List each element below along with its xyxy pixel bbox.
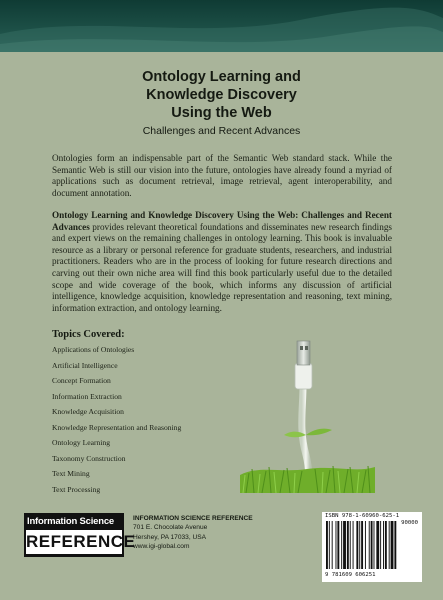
isbn-text: ISBN 978-1-60960-625-1 — [325, 513, 400, 519]
barcode-bar — [374, 521, 375, 569]
barcode-bar — [337, 521, 339, 569]
title-line-2: Knowledge Discovery — [146, 87, 297, 103]
barcode-bar — [350, 521, 351, 569]
wave-decoration — [0, 0, 443, 52]
barcode-digits: 9 781609 606251 — [325, 572, 376, 578]
barcode-bar — [369, 521, 370, 569]
title-line-3: Using the Web — [171, 105, 272, 121]
title-line-1: Ontology Learning and — [142, 69, 301, 85]
barcode-bar — [371, 521, 373, 569]
barcode-bar — [353, 521, 354, 569]
barcode-bar — [383, 521, 384, 569]
publisher-name: INFORMATION SCIENCE REFERENCE — [133, 515, 253, 522]
barcode-bar — [365, 521, 366, 569]
logo-line-2: REFERENCE — [26, 530, 122, 554]
topic-item: Concept Formation — [52, 376, 111, 385]
usb-sprout-illustration — [240, 335, 375, 493]
barcode-bar — [326, 521, 328, 569]
description-bold-title: Ontology Learning and Knowledge Discovery Using the Web: Challenges and Recent Advances — [52, 210, 392, 232]
book-subtitle: Challenges and Recent Advances — [142, 125, 301, 137]
topics-heading: Topics Covered: — [52, 329, 125, 340]
publisher-website: www.igi-global.com — [133, 543, 190, 551]
isbn-barcode — [322, 512, 422, 582]
barcode-bar — [332, 521, 333, 569]
barcode-bar — [389, 521, 390, 569]
barcode-bar — [336, 521, 337, 569]
barcode-bar — [359, 521, 360, 569]
topic-item: Artificial Intelligence — [52, 360, 118, 370]
barcode-bar — [394, 521, 396, 569]
book-title — [0, 68, 443, 122]
barcode-bar — [329, 521, 330, 569]
barcode-bar — [391, 521, 394, 569]
topic-item: Information Extraction — [52, 391, 122, 401]
topic-item: Text Mining — [52, 469, 90, 478]
topic-item: Knowledge Acquisition — [52, 407, 124, 416]
barcode-bar — [343, 521, 346, 569]
publisher-info — [133, 514, 253, 552]
topic-item: Text Processing — [52, 484, 101, 494]
barcode-bar — [356, 521, 358, 569]
description-body: provides relevant theoretical foundations and disseminates new research findings and expert views on the remaining challenges in ontology learning. This book is invaluable resource as a library or personal reference for graduate students, researchers, and industrial practitioners. Readers who are in the process of looking for future research directions and carving out their own niche area will find this book particularly useful due to the detailed scope and wide coverage of the book, which informs any discussion of artificial intelligence, knowledge acquisition, knowledge representation and reasoning, text mining, information extraction, and ontology learning. — [52, 221, 392, 313]
description-paragraph-1: Ontologies form an indispensable part of the Semantic Web standard stack. While the Semantic Web is still our vision into the future, ontologies have already found a myriad of applications such as document retrieval, image retrieval, agent interoperability, and document annotation. — [52, 153, 392, 198]
logo-line-1: Information Science — [27, 516, 114, 527]
barcode-bar — [376, 521, 379, 569]
publisher-address-1: 701 E. Chocolate Avenue — [133, 524, 208, 532]
topic-item: Taxonomy Construction — [52, 453, 126, 463]
barcode-bar — [361, 521, 363, 569]
price-code: 90000 — [401, 520, 418, 526]
top-decorative-band — [0, 0, 443, 52]
barcode-bar — [341, 521, 342, 569]
barcode-bar — [385, 521, 387, 569]
barcode-bars — [326, 521, 418, 571]
barcode-bar — [347, 521, 349, 569]
topic-item: Knowledge Representation and Reasoning — [52, 422, 182, 432]
topic-item: Applications of Ontologies — [52, 345, 135, 354]
topic-item: Ontology Learning — [52, 438, 110, 447]
publisher-address-2: Hershey, PA 17033, USA — [133, 533, 207, 541]
topics-list — [52, 342, 181, 497]
description-paragraph-2 — [52, 210, 392, 314]
barcode-bar — [380, 521, 381, 569]
publisher-logo — [24, 513, 136, 557]
